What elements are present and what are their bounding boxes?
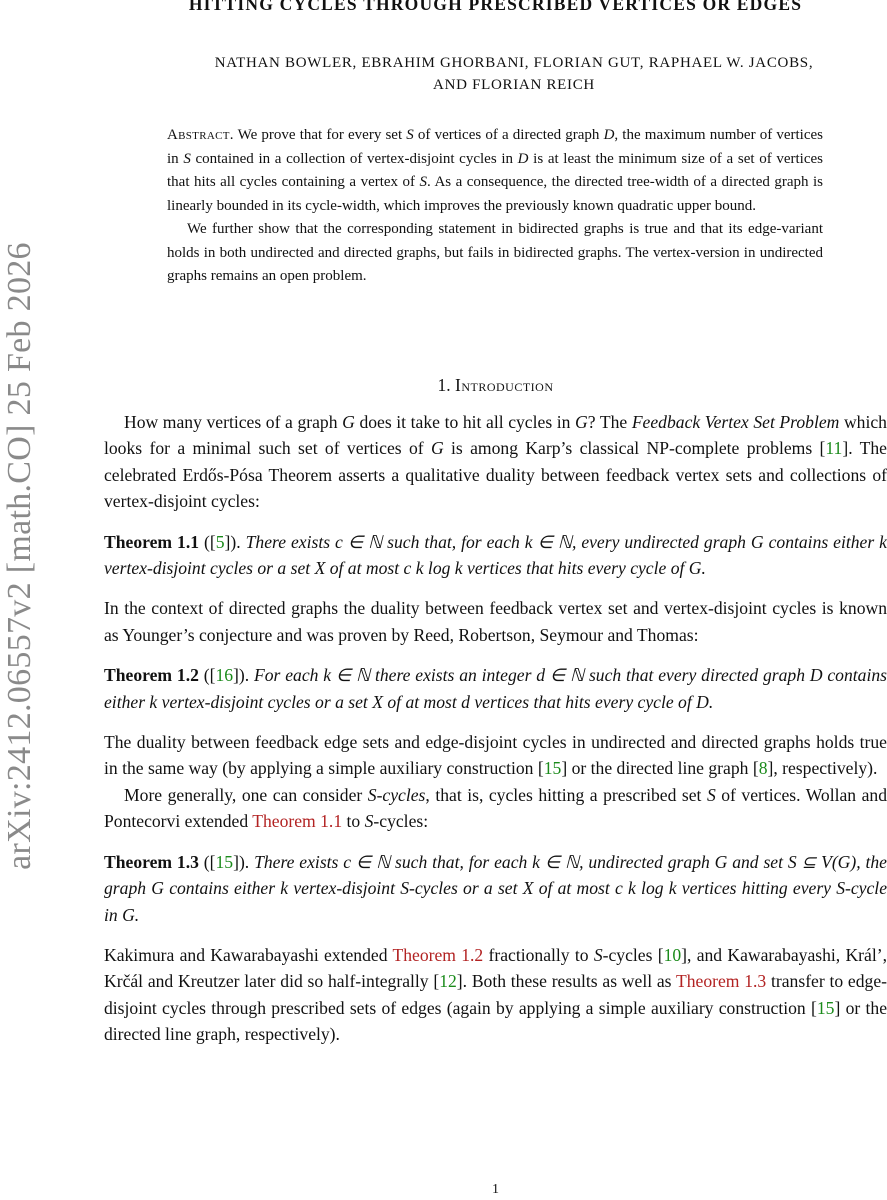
arxiv-identifier: arXiv:2412.06557v2 [math.CO] 25 Feb 2026 xyxy=(1,242,38,870)
abstract-paragraph-1: Abstract. We prove that for every set S of vertices of a directed graph D, the maximum number of vertices in S contained in a collection of vertex-disjoint cycles in D is at least the minimum size of a set of vertices that hits all cycles containing a vertex of S. As a consequence, the directed tree-width of a directed graph is linearly bounded in its cycle-width, which improves the previously known quadratic upper bound. xyxy=(167,127,824,214)
author-line-1: NATHAN BOWLER, EBRAHIM GHORBANI, FLORIAN GUT, RAPHAEL W. JACOBS, xyxy=(214,55,814,71)
theorem-1-2: Theorem 1.2 ([16]). For each k ∈ ℕ there exists an integer d ∈ ℕ such that every directed graph D contains either k vertex-disjoint cycles or a set X of at most d vertices that hits every cycle of D. xyxy=(104,665,887,712)
theorem-reference-link[interactable]: Theorem 1.3 xyxy=(675,971,767,992)
theorem-statement: There exists c ∈ ℕ such that, for each k ∈ ℕ, undirected graph G and set S ⊆ V(G), the graph G contains either k vertex-disjoint S-cycles or a set X of at most c k log k vertices hitting every S-cycle in G. xyxy=(104,851,887,925)
theorem-1-3: Theorem 1.3 ([15]). There exists c ∈ ℕ such that, for each k ∈ ℕ, undirected graph G and set S ⊆ V(G), the graph G contains either k vertex-disjoint S-cycles or a set X of at most c k log k vertices hitting every S-cycle in G. xyxy=(104,851,887,925)
theorem-label: Theorem 1.1 xyxy=(104,531,200,552)
citation-link[interactable]: 10 xyxy=(663,944,682,965)
citation-link[interactable]: 8 xyxy=(758,758,768,779)
paragraph-s-cycles: More generally, one can consider S-cycles, that is, cycles hitting a prescribed set S of vertices. Wollan and Pontecorvi extended Theorem 1.1 to S-cycles: xyxy=(104,784,887,832)
page-number: 1 xyxy=(492,1182,499,1197)
arxiv-stamp xyxy=(0,0,40,1200)
paragraph-edge-duality: The duality between feedback edge sets and edge-disjoint cycles in undirected and directed graphs holds true in the same way (by applying a simple auxiliary construction [15] or the directed line graph [8], respectively). xyxy=(104,732,887,779)
paper-title: HITTING CYCLES THROUGH PRESCRIBED VERTICES OR EDGES xyxy=(188,0,803,14)
citation-link[interactable]: 5 xyxy=(215,531,225,552)
paragraph-extensions: Kakimura and Kawarabayashi extended Theorem 1.2 fractionally to S-cycles [10], and Kawarabayashi, Král’, Krčál and Kreutzer later did so half-integrally [12]. Both these results as well as Theorem 1.3 transfer to edge-disjoint cycles through prescribed sets of edges (again by applying a simple auxiliary construction [15] or the directed line graph, respectively). xyxy=(104,944,887,1045)
paragraph-younger: In the context of directed graphs the duality between feedback vertex set and vertex-disjoint cycles is known as Younger’s conjecture and was proven by Reed, Robertson, Seymour and Thomas: xyxy=(104,598,887,645)
section-heading xyxy=(104,375,887,396)
theorem-statement: For each k ∈ ℕ there exists an integer d ∈ ℕ such that every directed graph D contains either k vertex-disjoint cycles or a set X of at most d vertices that hits every cycle of D. xyxy=(104,665,887,712)
citation-link[interactable]: 15 xyxy=(543,758,562,779)
author-line-2: AND FLORIAN REICH xyxy=(433,77,595,93)
theorem-label: Theorem 1.3 xyxy=(104,851,199,872)
theorem-label: Theorem 1.2 xyxy=(104,665,199,686)
citation-link[interactable]: 12 xyxy=(439,971,457,992)
citation-link[interactable]: 16 xyxy=(215,665,234,686)
abstract-paragraph-2: We further show that the corresponding statement in bidirected graphs is true and that its edge-variant holds in both undirected and directed graphs, but fails in bidirected graphs. The vertex-version in undirected graphs remains an open problem. xyxy=(167,221,823,284)
theorem-reference-link[interactable]: Theorem 1.1 xyxy=(252,811,343,832)
citation-link[interactable]: 15 xyxy=(215,851,234,872)
author-list xyxy=(104,52,887,96)
section-number: 1. xyxy=(437,375,455,395)
theorem-statement: There exists c ∈ ℕ such that, for each k ∈ ℕ, every undirected graph G contains either k vertex-disjoint cycles or a set X of at most c k log k vertices that hits every cycle of G. xyxy=(104,531,887,579)
citation-link[interactable]: 15 xyxy=(816,997,835,1018)
citation-link[interactable]: 11 xyxy=(825,438,843,459)
section-title: Introduction xyxy=(455,375,554,395)
abstract-label: Abstract. xyxy=(167,127,234,143)
theorem-1-1: Theorem 1.1 ([5]). There exists c ∈ ℕ such that, for each k ∈ ℕ, every undirected graph G contains either k vertex-disjoint cycles or a set X of at most c k log k vertices that hits every cycle of G. xyxy=(104,531,887,579)
main-text xyxy=(104,409,887,1048)
theorem-reference-link[interactable]: Theorem 1.2 xyxy=(392,944,484,965)
abstract xyxy=(167,124,823,289)
intro-paragraph: How many vertices of a graph G does it take to hit all cycles in G? The Feedback Vertex Set Problem which looks for a minimal such set of vertices of G is among Karp’s classical NP-complete problems [11]. The celebrated Erdős-Pósa Theorem asserts a qualitative duality between feedback vertex sets and collections of vertex-disjoint cycles: xyxy=(104,412,887,512)
